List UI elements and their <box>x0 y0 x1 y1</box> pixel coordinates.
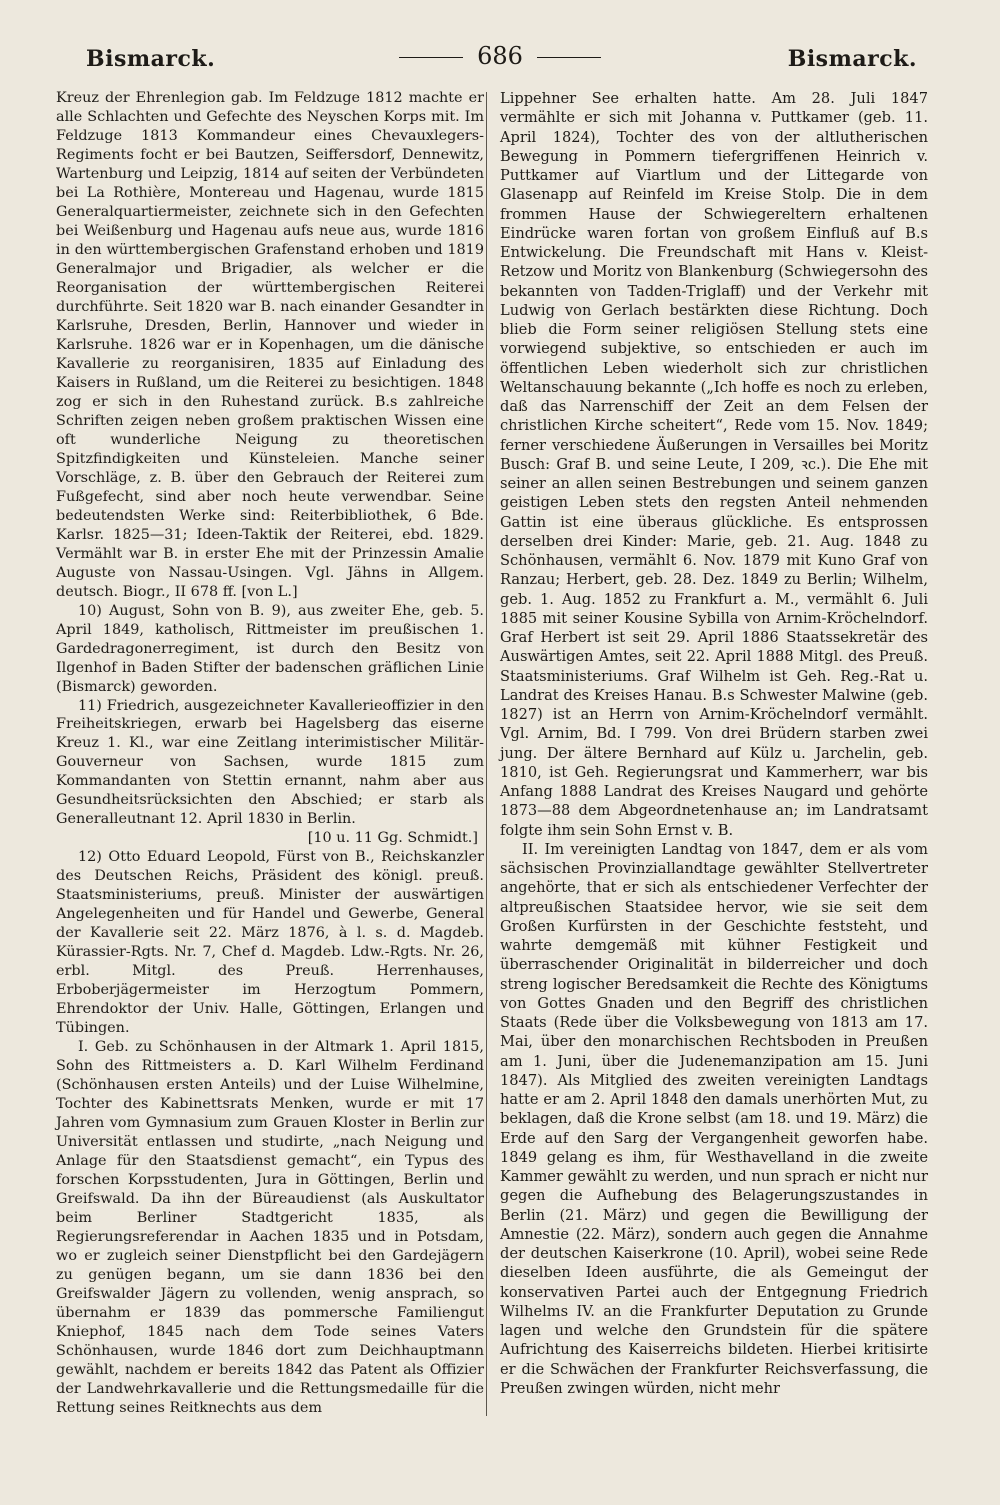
running-head-right: Bismarck. <box>787 46 917 72</box>
left-column <box>56 89 484 1419</box>
author-signature: [10 u. 11 Gg. Schmidt.] <box>307 830 478 847</box>
entry-10-august: 10) August, Sohn von B. 9), aus zweiter Ehe, geb. 5. April 1849, katholisch, Rittmeister im preußischen 1. Gardedragonerregiment, ist durch den Besitz von Ilgenhof in Baden Stifter der badenschen gräflichen Linie (Bismarck) geworden. <box>56 602 484 695</box>
section-II: II. Im vereinigten Landtag von 1847, dem er als vom sächsischen Provinziallandtage gewählter Stellvertreter angehörte, that er sich als entschiedener Verfechter der altpreußischen Staatsidee hervor, wie sie seit dem Großen Kurfürsten in der Geschichte feststeht, und wahrte demgemäß mit kühner Festigkeit und überraschender Originalität in bilderreicher und doch streng logischer Beredsamkeit die Rechte des Königtums von Gottes Gnaden und den Begriff des christlichen Staats (Rede über die Volksbewegung von 1813 am 17. Mai, über den monarchischen Rechtsboden in Preußen am 1. Juni, über die Judenemanzipation am 15. Juni 1847). Als Mitglied des zweiten vereinigten Landtags hatte er am 2. April 1848 den damals unerhörten Mut, zu beklagen, daß die Krone selbst (am 18. und 19. März) die Erde auf den Sarg der Vergangenheit geworfen habe. 1849 gelang es ihm, für Westhavelland in die zweite Kammer gewählt zu werden, und nun sprach er nicht nur gegen die Aufhebung des Belagerungszustandes in Berlin (21. März) und gegen die Bewilligung der Amnestie (22. März), sondern auch gegen die Annahme der deutschen Kaiserkrone (10. April), wobei seine Rede dieselben Ideen ausführte, die als Gemeingut der konservativen Partei auch der Entgegnung Friedrich Wilhelms IV. an die Frankfurter Deputation zu Grunde lagen und welche den Grundstein für die spätere Aufrichtung des Kaiserreichs bildeten. Hierbei kritisirte er die Schwächen der Frankfurter Reichsverfassung, die Preußen zwingen würden, nicht mehr <box>500 840 928 1397</box>
header-rule-left <box>399 57 463 58</box>
column-divider <box>486 92 487 1416</box>
page-number: 686 <box>477 42 523 70</box>
header-rule-right <box>537 57 601 58</box>
paragraph-continued: Lippehner See erhalten hatte. Am 28. Juli 1847 vermählte er sich mit Johanna v. Puttkamer (geb. 11. April 1824), Tochter des von der altlutherischen Bewegung in Pommern tiefergriffenen Heinrich v. Puttkamer auf Viartlum und der Littegarde von Glasenapp auf Reinfeld im Kreise Stolp. Die in dem frommen Hause der Schwiegereltern erhaltenen Eindrücke waren fortan von großem Einfluß auf B.s Entwickelung. Die Freundschaft mit Hans v. Kleist-Retzow und Moritz von Blankenburg (Schwiegersohn des bekannten von Tadden-Triglaff) und der Verkehr mit Ludwig von Gerlach bestärkten diese Richtung. Doch blieb die Form seiner religiösen Stellung stets eine vorwiegend subjektive, so entschieden er auch im öffentlichen Leben wiederholt sich zur christlichen Weltanschauung bekannte („Ich hoffe es noch zu erleben, daß das Narrenschiff der Zeit an dem Felsen der christlichen Kirche scheitert“, Rede vom 15. Nov. 1849; ferner verschiedene Äußerungen in Versailles bei Moritz Busch: Graf B. und seine Leute, I 209, ꝛc.). Die Ehe mit seiner an allen seinen Bestrebungen und seinem ganzen geistigen Leben stets den regsten Anteil nehmenden Gattin ist eine überaus glückliche. Es entsprossen derselben drei Kinder: Marie, geb. 21. Aug. 1848 zu Schönhausen, vermählt 6. Nov. 1879 mit Kuno Graf von Ranzau; Herbert, geb. 28. Dez. 1849 zu Berlin; Wilhelm, geb. 1. Aug. 1852 zu Frankfurt a. M., vermählt 6. Juli 1885 mit seiner Kousine Sybilla von Arnim-Kröchelndorf. Graf Herbert ist seit 29. April 1886 Staatssekretär des Auswärtigen Amtes, seit 22. April 1888 Mitgl. des Preuß. Staatsministeriums. Graf Wilhelm ist Geh. Reg.-Rat u. Landrat des Kreises Hanau. B.s Schwester Malwine (geb. 1827) ist an Herrn von Arnim-Kröchelndorf vermählt. Vgl. Arnim, Bd. I 799. Von drei Brüdern starben zwei jung. Der ältere Bernhard auf Külz u. Jarchelin, geb. 1810, ist Geh. Regierungsrat und Kammerherr, war bis Anfang 1888 Landrat des Kreises Naugard und gehörte 1873—88 dem Abgeordnetenhause an; im Landratsamt folgte ihm sein Sohn Ernst v. B. <box>500 90 928 839</box>
section-I: I. Geb. zu Schönhausen in der Altmark 1. April 1815, Sohn des Rittmeisters a. D. Karl Wilhelm Ferdinand (Schönhausen ersten Anteils) und der Luise Wilhelmine, Tochter des Kabinettsrats Menken, wurde er mit 17 Jahren vom Gymnasium zum Grauen Kloster in Berlin zur Universität entlassen und studirte, „nach Neigung und Anlage für den Staatsdienst gemacht“, ein Typus des forschen Korpsstudenten, Jura in Göttingen, Berlin und Greifswald. Da ihn der Büreaudienst (als Auskultator beim Berliner Stadtgericht 1835, als Regierungsreferendar in Aachen 1835 und in Potsdam, wo er zugleich seiner Dienstpflicht bei den Gardejägern zu genügen begann, um sie dann 1836 bei den Greifswalder Jägern zu vollenden, wenig ansprach, so übernahm er 1839 das pommersche Familiengut Kniephof, 1845 nach dem Tode seines Vaters Schönhausen, wurde 1846 dort zum Deichhauptmann gewählt, nachdem er bereits 1842 das Patent als Offizier der Landwehrkavallerie und die Rettungsmedaille für die Rettung seines Reitknechts aus dem <box>56 1039 484 1416</box>
paragraph-lead: Kreuz der Ehrenlegion gab. Im Feldzuge 1812 machte er alle Schlachten und Gefechte des Neyschen Korps mit. Im Feldzuge 1813 Kommandeur eines Chevauxlegers-Regiments focht er bei Bautzen, Seiffersdorf, Dennewitz, Wartenburg und Leipzig, 1814 auf seiten der Verbündeten bei La Rothière, Montereau und Hagenau, wurde 1815 Generalquartiermeister, zeichnete sich in den Gefechten bei Weißenburg und Hagenau aufs neue aus, wurde 1816 in den württembergischen Grafenstand erhoben und 1819 Generalmajor und Brigadier, als welcher er die Reorganisation der württembergischen Reiterei durchführte. Seit 1820 war B. nach einander Gesandter in Karlsruhe, Dresden, Berlin, Hannover und wieder in Karlsruhe. 1826 war er in Kopenhagen, um die dänische Kavallerie zu reorganisiren, 1835 auf Einladung des Kaisers in Rußland, um die Reiterei zu besichtigen. 1848 zog er sich in den Ruhestand zurück. B.s zahlreiche Schriften zeigen neben großem praktischen Wissen eine oft wunderliche Neigung zu theoretischen Spitzfindigkeiten und Künsteleien. Manche seiner Vorschläge, z. B. über den Gebrauch der Reiterei zum Fußgefecht, sind aber noch heute verwendbar. Seine bedeutendsten Werke sind: Reiterbibliothek, 6 Bde. Karlsr. 1825—31; Ideen-Taktik der Reiterei, ebd. 1829. Vermählt war B. in erster Ehe mit der Prinzessin Amalie Auguste von Nassau-Usingen. Vgl. Jähns in Allgem. deutsch. Biogr., II 678 ff. [von L.] <box>56 90 484 600</box>
entry-11-friedrich: 11) Friedrich, ausgezeichneter Kavallerieoffizier in den Freiheitskriegen, erwarb bei Hagelsberg das eiserne Kreuz 1. Kl., war eine Zeitlang interimistischer Militär-Gouverneur von Sachsen, wurde 1815 zum Kommandanten von Stettin ernannt, nahm aber aus Gesundheitsrücksichten den Abschied; er starb als Generalleutnant 12. April 1830 in Berlin. <box>56 697 484 828</box>
running-head-left: Bismarck. <box>86 46 216 72</box>
page-header <box>0 40 1000 80</box>
entry-12-otto: 12) Otto Eduard Leopold, Fürst von B., Reichskanzler des Deutschen Reichs, Präsident des königl. preuß. Staatsministeriums, preuß. Minister der auswärtigen Angelegenheiten und für Handel und Gewerbe, General der Kavallerie seit 22. März 1876, à l. s. d. Magdeb. Kürassier-Rgts. Nr. 7, Chef d. Magdeb. Ldw.-Rgts. Nr. 26, erbl. Mitgl. des Preuß. Herrenhauses, Erboberjägermeister im Herzogtum Pommern, Ehrendoktor der Univ. Halle, Göttingen, Erlangen und Tübingen. <box>56 849 484 1037</box>
right-column <box>500 89 928 1419</box>
